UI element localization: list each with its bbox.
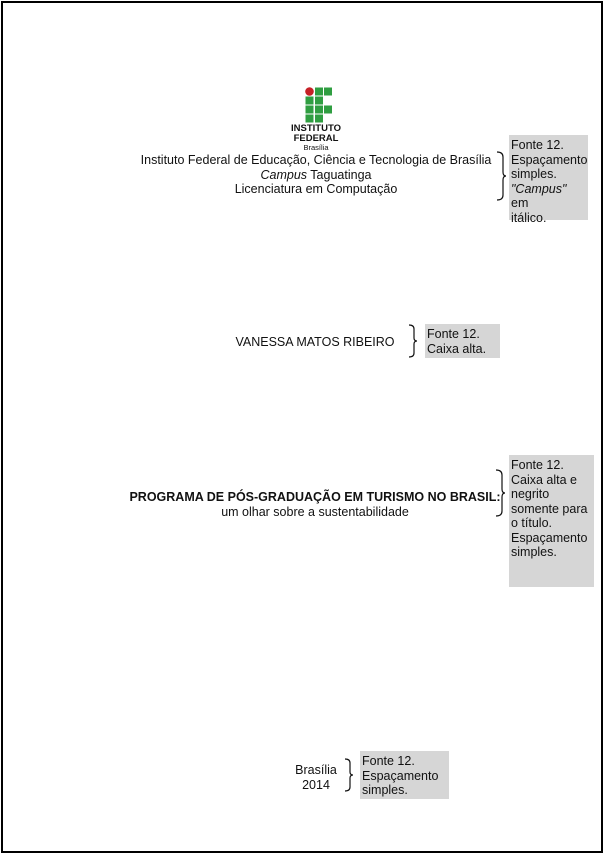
logo-line-instituto: INSTITUTO <box>291 123 341 134</box>
note-line: somente para <box>511 501 588 516</box>
note-line: negrito <box>511 487 550 501</box>
author-format-note <box>425 324 500 358</box>
work-subtitle: um olhar sobre a sustentabilidade <box>221 504 409 519</box>
institution-logo <box>288 86 344 150</box>
title-brace-icon <box>495 469 505 517</box>
note-line: Fonte 12. <box>427 327 480 341</box>
title-block <box>120 490 510 519</box>
header-brace-icon <box>496 151 506 201</box>
footer-brace-icon <box>344 758 354 792</box>
note-line: itálico. <box>511 210 547 225</box>
note-line <box>511 182 586 211</box>
city-name: Brasília <box>295 763 337 777</box>
note-line: simples. <box>511 167 557 181</box>
header-format-note <box>509 135 588 225</box>
note-line: Fonte 12. <box>511 138 564 152</box>
note-line: Fonte 12. <box>362 754 415 768</box>
year: 2014 <box>302 777 330 792</box>
note-line: o título. <box>511 516 552 530</box>
note-text: em <box>511 196 529 210</box>
author-name: VANESSA MATOS RIBEIRO <box>235 335 395 349</box>
note-line: Espaçamento <box>511 530 588 545</box>
logo-line-brasilia: Brasília <box>303 143 329 152</box>
campus-name: Taguatinga <box>307 167 372 182</box>
note-line: Fonte 12. <box>511 458 564 472</box>
footer-format-note <box>360 751 449 799</box>
note-line: Espaçamento <box>362 768 439 783</box>
note-line: simples. <box>362 783 408 797</box>
course-name: Licenciatura em Computação <box>234 182 398 196</box>
header-block <box>130 153 502 197</box>
logo-line-federal: FEDERAL <box>293 133 339 144</box>
author-brace-icon <box>408 324 418 358</box>
note-line: Caixa alta. <box>427 341 487 356</box>
note-line: Espaçamento <box>511 152 588 167</box>
work-title: PROGRAMA DE PÓS-GRADUAÇÃO EM TURISMO NO BRASIL: <box>129 490 501 504</box>
note-line: simples. <box>511 545 557 559</box>
institution-name: Instituto Federal de Educação, Ciência e Tecnologia de Brasília <box>140 153 492 167</box>
title-format-note <box>509 455 594 587</box>
campus-word: Campus <box>260 167 308 182</box>
ifb-logo-icon <box>288 86 344 124</box>
note-italic: "Campus" <box>511 181 567 196</box>
note-line: Caixa alta e <box>511 472 578 487</box>
campus-line <box>130 168 502 183</box>
